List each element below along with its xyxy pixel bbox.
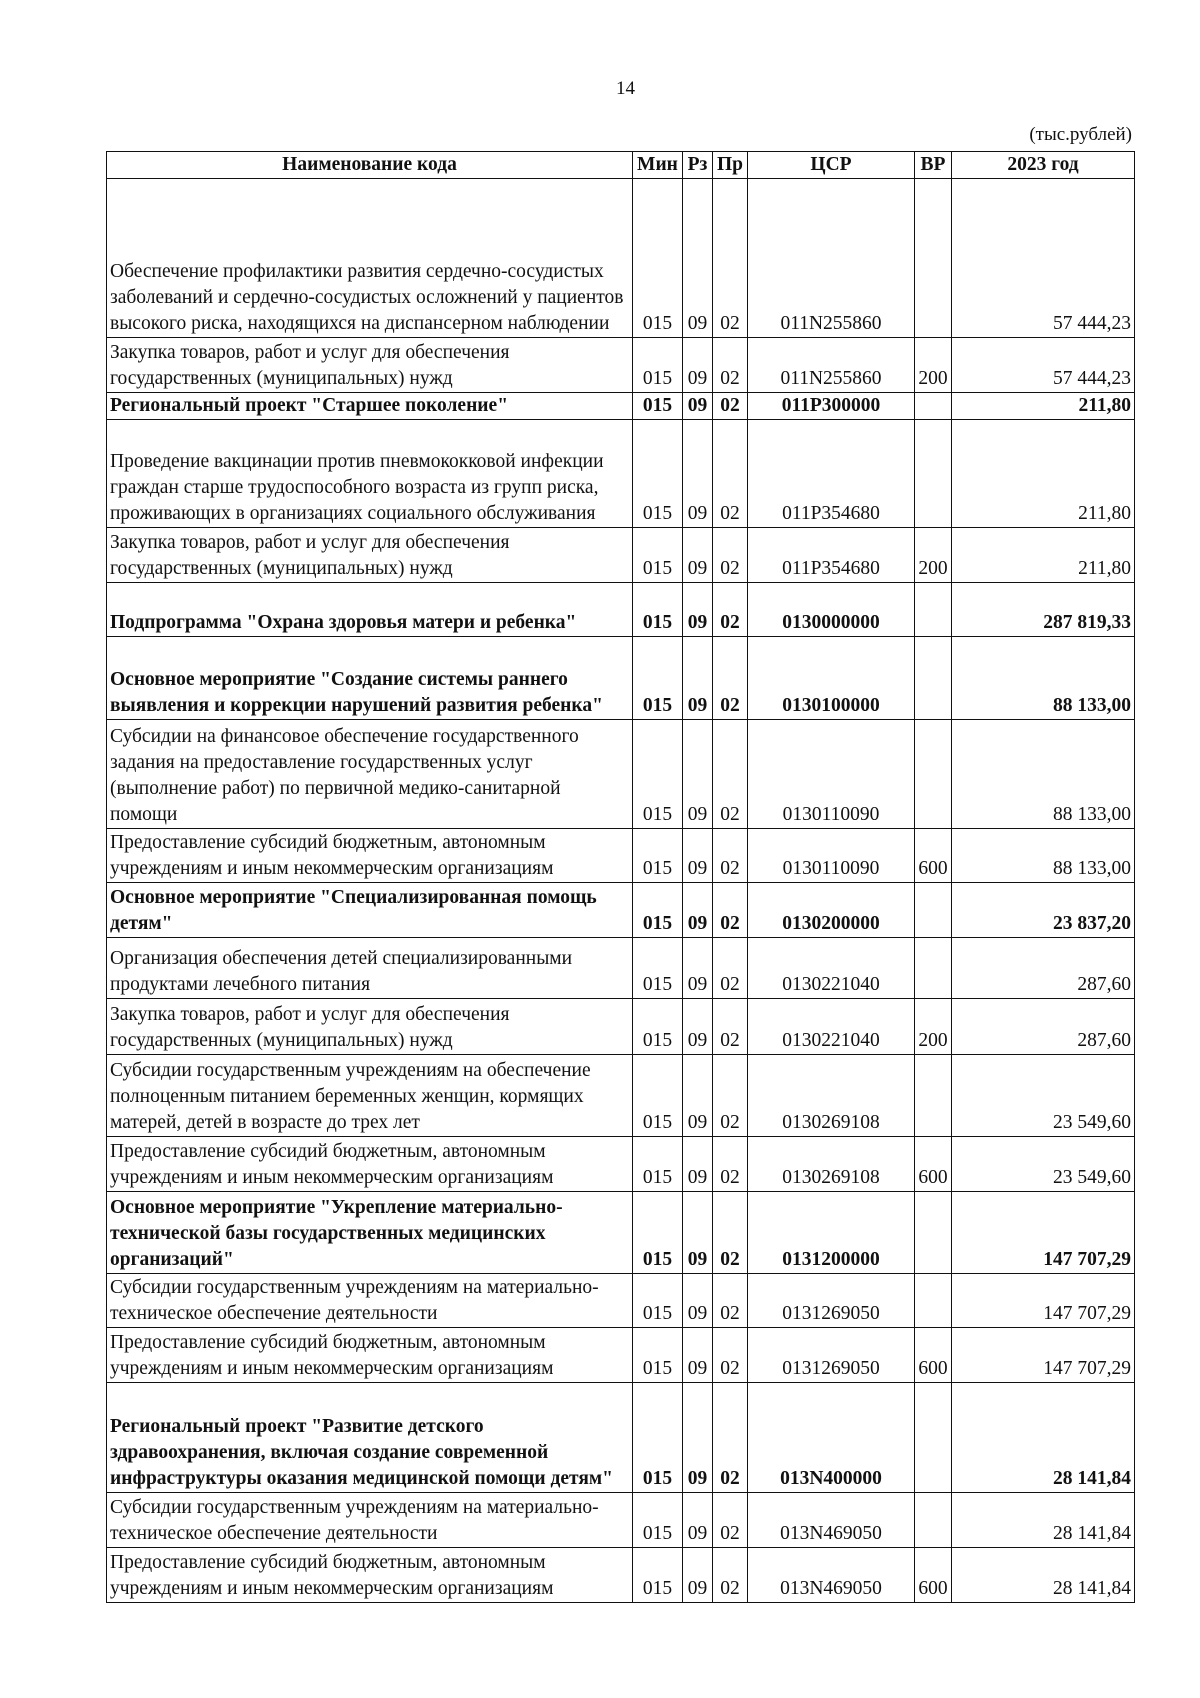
amount-cell: 23 549,60 xyxy=(952,1137,1135,1192)
rz-cell: 09 xyxy=(683,1274,713,1328)
vr-cell xyxy=(915,1274,952,1328)
header-min: Мин xyxy=(633,152,683,179)
amount-cell: 287,60 xyxy=(952,938,1135,999)
csr-cell: 0130221040 xyxy=(748,938,915,999)
rz-cell: 09 xyxy=(683,829,713,883)
vr-cell: 200 xyxy=(915,338,952,393)
code-name-cell: Предоставление субсидий бюджетным, автономным учреждениям и иным некоммерческим организациям xyxy=(107,1328,633,1383)
min-cell: 015 xyxy=(633,1548,683,1603)
vr-cell: 600 xyxy=(915,1548,952,1603)
header-pr: Пр xyxy=(713,152,748,179)
vr-cell xyxy=(915,179,952,338)
min-cell: 015 xyxy=(633,338,683,393)
pr-cell: 02 xyxy=(713,637,748,720)
table-row xyxy=(107,393,1135,420)
amount-cell: 211,80 xyxy=(952,420,1135,528)
rz-cell: 09 xyxy=(683,637,713,720)
amount-cell: 287 819,33 xyxy=(952,583,1135,637)
vr-cell xyxy=(915,720,952,829)
header-rz: Рз xyxy=(683,152,713,179)
rz-cell: 09 xyxy=(683,1548,713,1603)
min-cell: 015 xyxy=(633,1137,683,1192)
amount-cell: 23 549,60 xyxy=(952,1055,1135,1137)
min-cell: 015 xyxy=(633,1192,683,1274)
header-vr: ВР xyxy=(915,152,952,179)
rz-cell: 09 xyxy=(683,1493,713,1548)
table-row xyxy=(107,1192,1135,1274)
header-csr: ЦСР xyxy=(748,152,915,179)
amount-cell: 211,80 xyxy=(952,393,1135,420)
csr-cell: 011N255860 xyxy=(748,338,915,393)
table-row xyxy=(107,1548,1135,1603)
code-name-cell: Региональный проект "Развитие детского здравоохранения, включая создание современной инфраструктуры оказания медицинской помощи детям" xyxy=(107,1383,633,1493)
rz-cell: 09 xyxy=(683,1055,713,1137)
pr-cell: 02 xyxy=(713,179,748,338)
min-cell: 015 xyxy=(633,938,683,999)
pr-cell: 02 xyxy=(713,1493,748,1548)
rz-cell: 09 xyxy=(683,338,713,393)
csr-cell: 0130110090 xyxy=(748,720,915,829)
amount-cell: 211,80 xyxy=(952,528,1135,583)
header-name: Наименование кода xyxy=(107,152,633,179)
table-row xyxy=(107,338,1135,393)
pr-cell: 02 xyxy=(713,393,748,420)
table-row xyxy=(107,528,1135,583)
code-name-cell: Субсидии на финансовое обеспечение государственного задания на предоставление государственных услуг (выполнение работ) по первичной медико-санитарной помощи xyxy=(107,720,633,829)
min-cell: 015 xyxy=(633,420,683,528)
table-row xyxy=(107,1493,1135,1548)
min-cell: 015 xyxy=(633,1055,683,1137)
amount-cell: 88 133,00 xyxy=(952,720,1135,829)
table-body xyxy=(107,179,1135,1603)
code-name-cell: Основное мероприятие "Специализированная помощь детям" xyxy=(107,883,633,938)
pr-cell: 02 xyxy=(713,1383,748,1493)
vr-cell xyxy=(915,420,952,528)
budget-table xyxy=(106,151,1135,1603)
pr-cell: 02 xyxy=(713,720,748,829)
pr-cell: 02 xyxy=(713,583,748,637)
rz-cell: 09 xyxy=(683,583,713,637)
csr-cell: 011P300000 xyxy=(748,393,915,420)
table-row xyxy=(107,720,1135,829)
min-cell: 015 xyxy=(633,1328,683,1383)
vr-cell: 200 xyxy=(915,999,952,1055)
amount-cell: 147 707,29 xyxy=(952,1328,1135,1383)
pr-cell: 02 xyxy=(713,1137,748,1192)
csr-cell: 011P354680 xyxy=(748,420,915,528)
table-header-row xyxy=(107,152,1135,179)
pr-cell: 02 xyxy=(713,420,748,528)
rz-cell: 09 xyxy=(683,999,713,1055)
vr-cell: 600 xyxy=(915,1137,952,1192)
csr-cell: 011N255860 xyxy=(748,179,915,338)
table-row xyxy=(107,1383,1135,1493)
pr-cell: 02 xyxy=(713,1192,748,1274)
vr-cell xyxy=(915,938,952,999)
min-cell: 015 xyxy=(633,1274,683,1328)
code-name-cell: Субсидии государственным учреждениям на обеспечение полноценным питанием беременных женщин, кормящих матерей, детей в возрасте до трех лет xyxy=(107,1055,633,1137)
table-row xyxy=(107,1055,1135,1137)
rz-cell: 09 xyxy=(683,720,713,829)
csr-cell: 013N400000 xyxy=(748,1383,915,1493)
pr-cell: 02 xyxy=(713,883,748,938)
code-name-cell: Предоставление субсидий бюджетным, автономным учреждениям и иным некоммерческим организациям xyxy=(107,1137,633,1192)
code-name-cell: Субсидии государственным учреждениям на материально-техническое обеспечение деятельности xyxy=(107,1274,633,1328)
min-cell: 015 xyxy=(633,637,683,720)
code-name-cell: Субсидии государственным учреждениям на материально-техническое обеспечение деятельности xyxy=(107,1493,633,1548)
min-cell: 015 xyxy=(633,720,683,829)
csr-cell: 0131269050 xyxy=(748,1274,915,1328)
table-row xyxy=(107,1137,1135,1192)
vr-cell xyxy=(915,637,952,720)
pr-cell: 02 xyxy=(713,528,748,583)
vr-cell xyxy=(915,1383,952,1493)
csr-cell: 011P354680 xyxy=(748,528,915,583)
code-name-cell: Обеспечение профилактики развития сердечно-сосудистых заболеваний и сердечно-сосудистых осложнений у пациентов высокого риска, находящихся на диспансерном наблюдении xyxy=(107,179,633,338)
table-row xyxy=(107,883,1135,938)
amount-cell: 57 444,23 xyxy=(952,179,1135,338)
min-cell: 015 xyxy=(633,829,683,883)
code-name-cell: Закупка товаров, работ и услуг для обеспечения государственных (муниципальных) нужд xyxy=(107,338,633,393)
code-name-cell: Закупка товаров, работ и услуг для обеспечения государственных (муниципальных) нужд xyxy=(107,999,633,1055)
amount-cell: 88 133,00 xyxy=(952,829,1135,883)
min-cell: 015 xyxy=(633,583,683,637)
vr-cell: 200 xyxy=(915,528,952,583)
min-cell: 015 xyxy=(633,393,683,420)
min-cell: 015 xyxy=(633,883,683,938)
min-cell: 015 xyxy=(633,1493,683,1548)
amount-cell: 28 141,84 xyxy=(952,1383,1135,1493)
table-row xyxy=(107,179,1135,338)
pr-cell: 02 xyxy=(713,338,748,393)
rz-cell: 09 xyxy=(683,1383,713,1493)
table-row xyxy=(107,999,1135,1055)
csr-cell: 0130269108 xyxy=(748,1137,915,1192)
vr-cell: 600 xyxy=(915,1328,952,1383)
header-year: 2023 год xyxy=(952,152,1135,179)
rz-cell: 09 xyxy=(683,179,713,338)
code-name-cell: Основное мероприятие "Создание системы раннего выявления и коррекции нарушений развития ребенка" xyxy=(107,637,633,720)
page-number: 14 xyxy=(616,78,635,99)
code-name-cell: Предоставление субсидий бюджетным, автономным учреждениям и иным некоммерческим организациям xyxy=(107,829,633,883)
vr-cell xyxy=(915,393,952,420)
vr-cell xyxy=(915,583,952,637)
csr-cell: 013N469050 xyxy=(748,1493,915,1548)
rz-cell: 09 xyxy=(683,1192,713,1274)
rz-cell: 09 xyxy=(683,393,713,420)
vr-cell xyxy=(915,1493,952,1548)
code-name-cell: Проведение вакцинации против пневмококковой инфекции граждан старше трудоспособного возраста из групп риска, проживающих в организациях социального обслуживания xyxy=(107,420,633,528)
rz-cell: 09 xyxy=(683,938,713,999)
amount-cell: 57 444,23 xyxy=(952,338,1135,393)
table-row xyxy=(107,583,1135,637)
pr-cell: 02 xyxy=(713,1055,748,1137)
vr-cell xyxy=(915,1192,952,1274)
rz-cell: 09 xyxy=(683,1328,713,1383)
amount-cell: 147 707,29 xyxy=(952,1192,1135,1274)
min-cell: 015 xyxy=(633,179,683,338)
amount-cell: 28 141,84 xyxy=(952,1548,1135,1603)
units-label: (тыс.рублей) xyxy=(1029,124,1132,145)
csr-cell: 0130000000 xyxy=(748,583,915,637)
rz-cell: 09 xyxy=(683,883,713,938)
csr-cell: 0131200000 xyxy=(748,1192,915,1274)
amount-cell: 28 141,84 xyxy=(952,1493,1135,1548)
code-name-cell: Основное мероприятие "Укрепление материально-технической базы государственных медицинских организаций" xyxy=(107,1192,633,1274)
vr-cell xyxy=(915,883,952,938)
table-row xyxy=(107,829,1135,883)
code-name-cell: Организация обеспечения детей специализированными продуктами лечебного питания xyxy=(107,938,633,999)
amount-cell: 287,60 xyxy=(952,999,1135,1055)
rz-cell: 09 xyxy=(683,528,713,583)
csr-cell: 0130110090 xyxy=(748,829,915,883)
rz-cell: 09 xyxy=(683,420,713,528)
table-row xyxy=(107,420,1135,528)
amount-cell: 147 707,29 xyxy=(952,1274,1135,1328)
pr-cell: 02 xyxy=(713,938,748,999)
pr-cell: 02 xyxy=(713,1274,748,1328)
csr-cell: 0130221040 xyxy=(748,999,915,1055)
csr-cell: 0130269108 xyxy=(748,1055,915,1137)
code-name-cell: Региональный проект "Старшее поколение" xyxy=(107,393,633,420)
code-name-cell: Предоставление субсидий бюджетным, автономным учреждениям и иным некоммерческим организациям xyxy=(107,1548,633,1603)
code-name-cell: Закупка товаров, работ и услуг для обеспечения государственных (муниципальных) нужд xyxy=(107,528,633,583)
rz-cell: 09 xyxy=(683,1137,713,1192)
table-row xyxy=(107,637,1135,720)
amount-cell: 88 133,00 xyxy=(952,637,1135,720)
code-name-cell: Подпрограмма "Охрана здоровья матери и ребенка" xyxy=(107,583,633,637)
table-row xyxy=(107,1328,1135,1383)
min-cell: 015 xyxy=(633,1383,683,1493)
csr-cell: 0130200000 xyxy=(748,883,915,938)
table-row xyxy=(107,938,1135,999)
min-cell: 015 xyxy=(633,528,683,583)
vr-cell xyxy=(915,1055,952,1137)
vr-cell: 600 xyxy=(915,829,952,883)
pr-cell: 02 xyxy=(713,829,748,883)
csr-cell: 0131269050 xyxy=(748,1328,915,1383)
pr-cell: 02 xyxy=(713,999,748,1055)
min-cell: 015 xyxy=(633,999,683,1055)
table-row xyxy=(107,1274,1135,1328)
pr-cell: 02 xyxy=(713,1328,748,1383)
amount-cell: 23 837,20 xyxy=(952,883,1135,938)
csr-cell: 013N469050 xyxy=(748,1548,915,1603)
pr-cell: 02 xyxy=(713,1548,748,1603)
csr-cell: 0130100000 xyxy=(748,637,915,720)
